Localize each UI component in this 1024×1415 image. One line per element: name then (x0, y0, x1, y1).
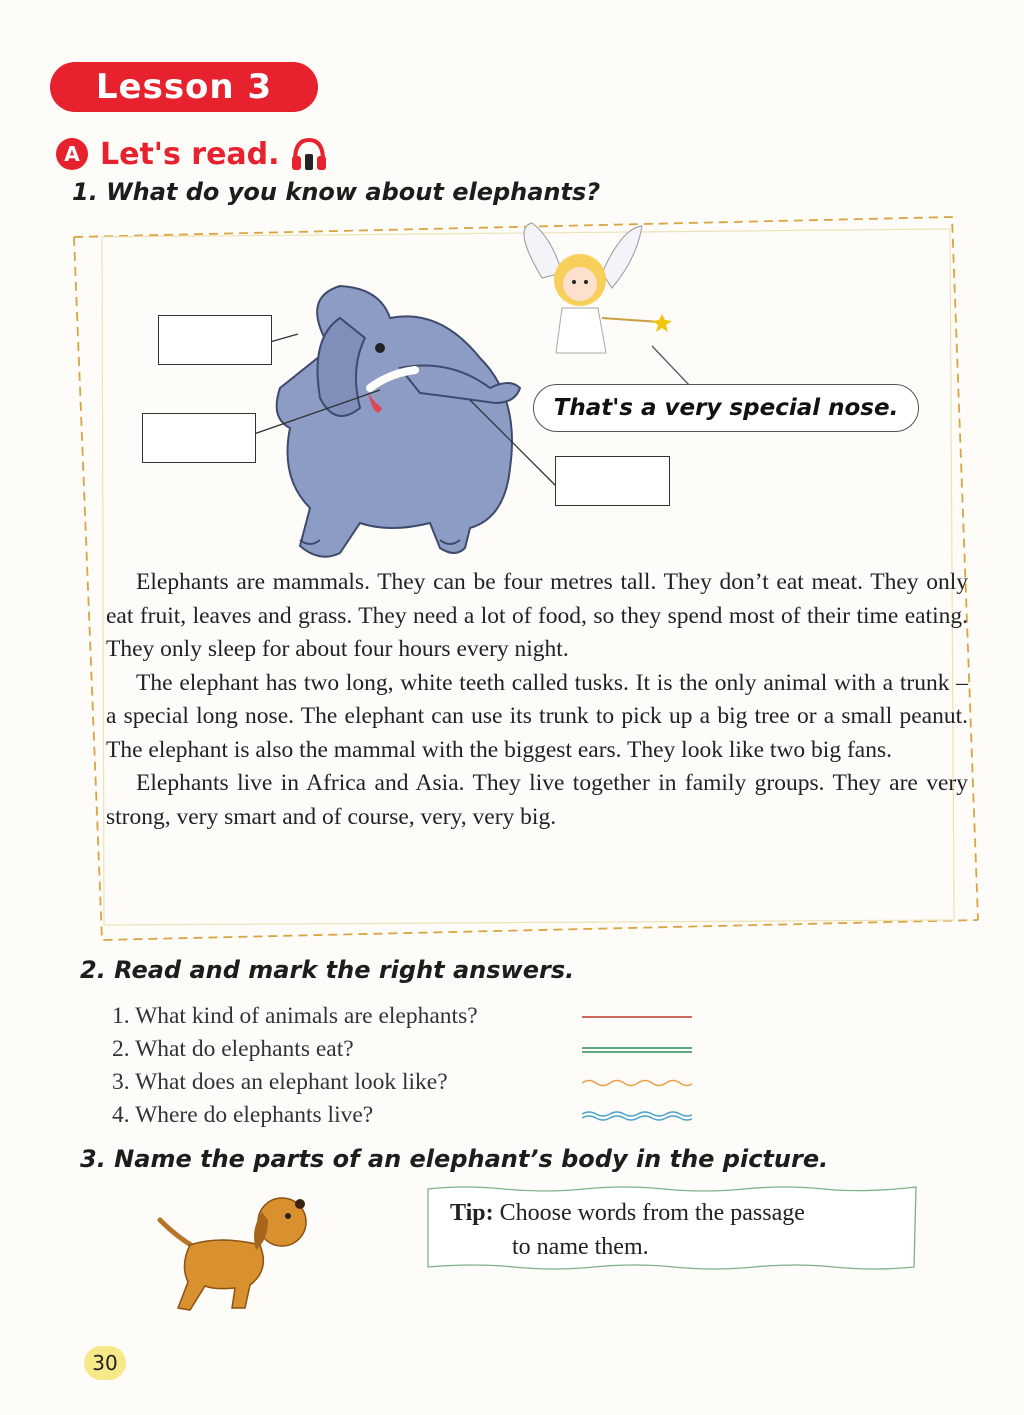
part2-heading: 2. Read and mark the right answers. (80, 956, 575, 984)
passage-paragraph: Elephants live in Africa and Asia. They live together in family groups. They are very strong, very smart and of course, very, very big. (106, 770, 968, 830)
mark-line-straight (582, 1012, 692, 1022)
label-box-ear[interactable] (158, 315, 272, 365)
part3-heading: 3. Name the parts of an elephant’s body in the picture. (80, 1145, 829, 1173)
question-text: 4. Where do elephants live? (112, 1102, 374, 1128)
page-number: 30 (84, 1346, 126, 1380)
question-item (112, 1099, 692, 1132)
tip-note (450, 1196, 910, 1264)
question-text: 3. What does an elephant look like? (112, 1069, 448, 1095)
tip-label: Tip: (450, 1200, 494, 1226)
dog-illustration (150, 1190, 325, 1315)
section-title: Let's read. (100, 136, 280, 172)
tip-line1: Choose words from the passage (499, 1200, 805, 1226)
mark-line-wavy (582, 1078, 692, 1088)
reading-passage (106, 566, 968, 834)
passage-paragraph: The elephant has two long, white teeth called tusks. It is the only animal with a trunk – a special long nose. The elephant can use its trunk to pick up a big tree or a small peanut. The elephant is also the mammal with the biggest ears. They look like two big fans. (106, 669, 968, 763)
question-item (112, 1000, 692, 1033)
tip-line2: to name them. (512, 1234, 649, 1260)
question-list (112, 1000, 692, 1132)
mark-line-double-wavy (582, 1110, 692, 1122)
mark-line-double (582, 1045, 692, 1055)
speech-text: That's a very special nose. (553, 395, 899, 421)
section-badge: A (56, 138, 88, 170)
section-a-header (56, 134, 328, 174)
question-text: 2. What do elephants eat? (112, 1036, 354, 1062)
passage-paragraph: Elephants are mammals. They can be four metres tall. They don’t eat meat. They only eat fruit, leaves and grass. They need a lot of food, so they spend most of their time eating. They only sleep for about four hours every night. (106, 569, 968, 662)
speech-pointer (650, 344, 720, 388)
question-text: 1. What kind of animals are elephants? (112, 1003, 478, 1029)
part1-heading: 1. What do you know about elephants? (72, 178, 601, 206)
lesson-banner (50, 62, 318, 112)
question-item (112, 1066, 692, 1099)
question-item (112, 1033, 692, 1066)
speech-bubble (533, 384, 919, 432)
headphones-icon[interactable] (290, 136, 328, 172)
label-box-tusk[interactable] (142, 413, 256, 463)
label-lines (250, 330, 560, 500)
label-box-trunk[interactable] (555, 456, 670, 506)
lesson-title: Lesson 3 (95, 67, 273, 107)
